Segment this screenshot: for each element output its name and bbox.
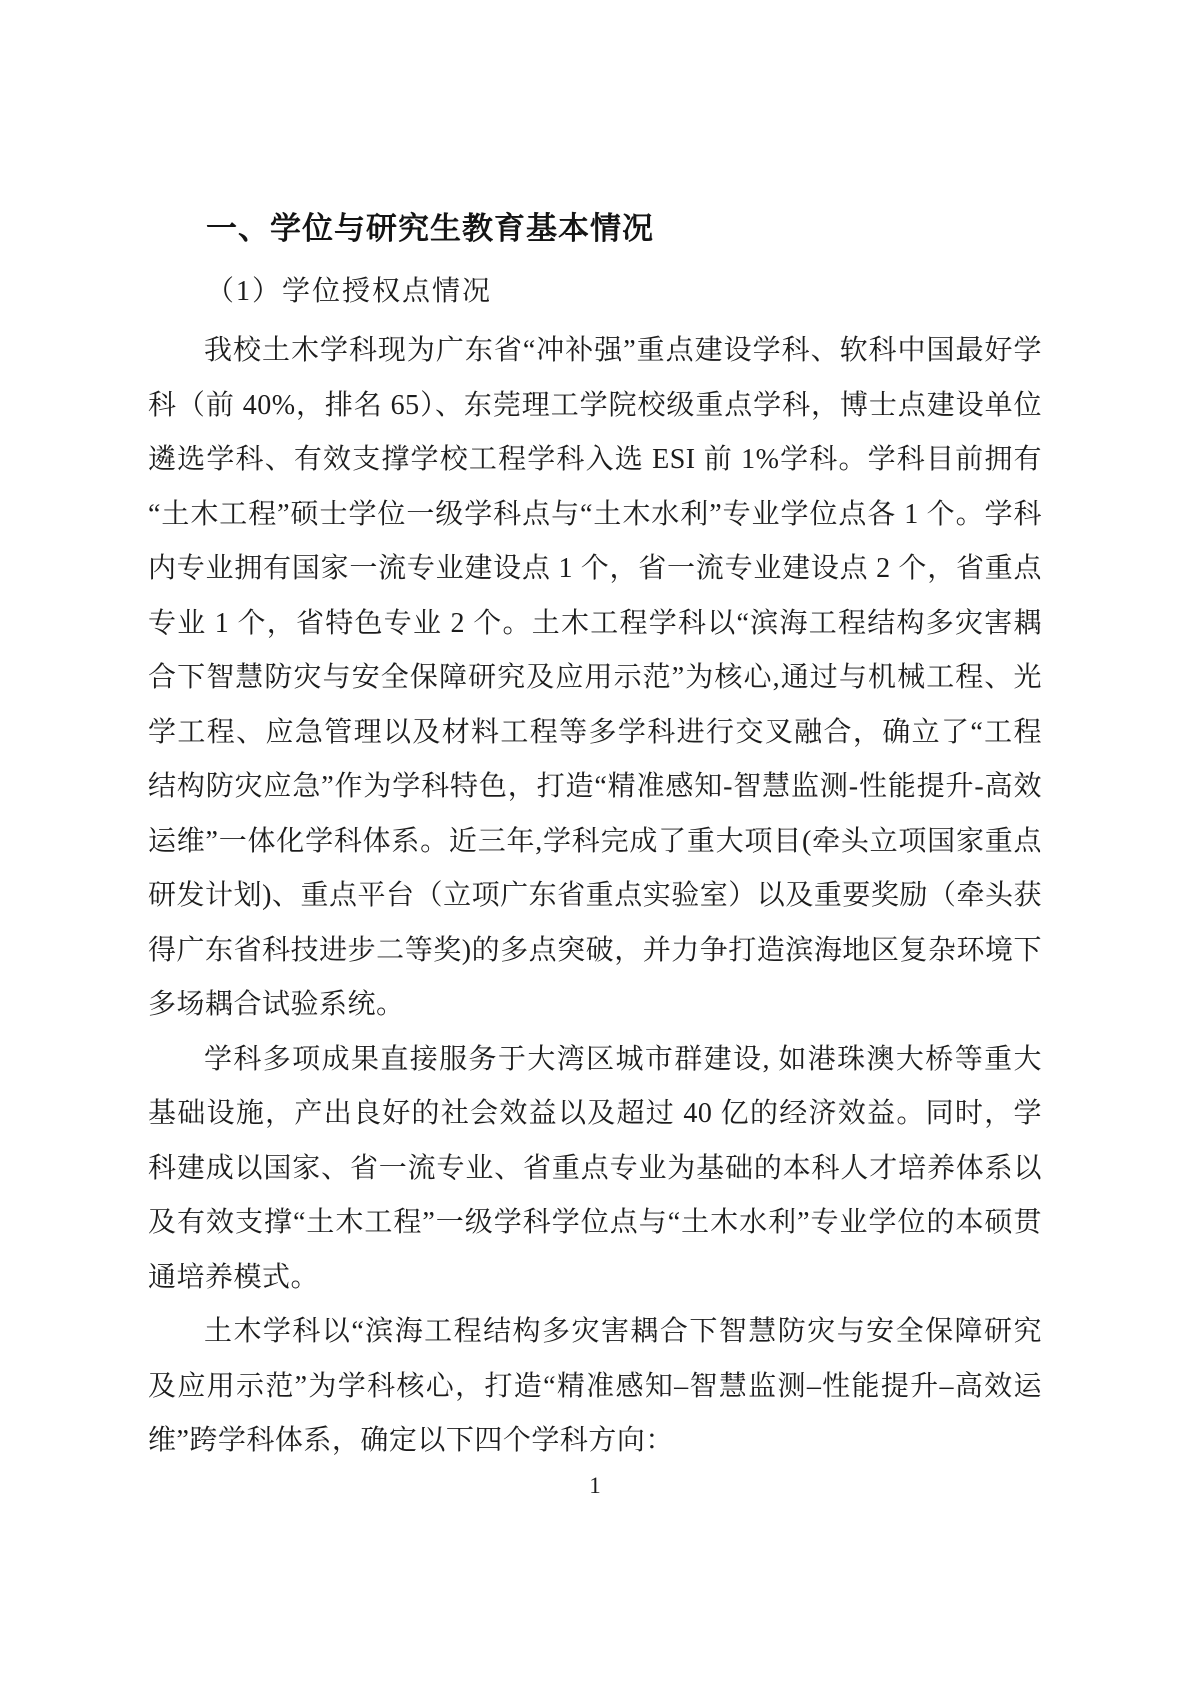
paragraph-discipline-directions: 土木学科以“滨海工程结构多灾害耦合下智慧防灾与安全保障研究及应用示范”为学科核心，打造“精准感知–智慧监测–性能提升–高效运维”跨学科体系，确定以下四个学科方向： — [148, 1316, 1042, 1456]
page-number: 1 — [589, 1472, 601, 1498]
section-heading: 一、学位与研究生教育基本情况 — [206, 211, 654, 246]
subsection-heading: （1）学位授权点情况 — [206, 276, 493, 307]
document-content — [148, 0, 1042, 1501]
paragraph-degree-authorization: 我校土木学科现为广东省“冲补强”重点建设学科、软科中国最好学科（前 40%，排名 65）、东莞理工学院校级重点学科，博士点建设单位遴选学科、有效支撑学校工程学科入选 ESI 前 1%学科。学科目前拥有“土木工程”硕士学位一级学科点与“土木水利”专业学位点各 1 个。学科内专业拥有国家一流专业建设点 1 个，省一流专业建设点 2 个，省重点专业 1 个，省特色专业 2 个。土木工程学科以“滨海工程结构多灾害耦合下智慧防灾与安全保障研究及应用示范”为核心,通过与机械工程、光学工程、应急管理以及材料工程等多学科进行交叉融合，确立了“工程结构防灾应急”作为学科特色，打造“精准感知-智慧监测-性能提升-高效运维”一体化学科体系。近三年,学科完成了重大项目(牵头立项国家重点研发计划)、重点平台（立项广东省重点实验室）以及重要奖励（牵头获得广东省科技进步二等奖)的多点突破，并力争打造滨海地区复杂环境下多场耦合试验系统。 — [148, 335, 1042, 1020]
paragraph-achievements: 学科多项成果直接服务于大湾区城市群建设, 如港珠澳大桥等重大基础设施，产出良好的社会效益以及超过 40 亿的经济效益。同时，学科建成以国家、省一流专业、省重点专业为基础的本科人才培养体系以及有效支撑“土木工程”一级学科学位点与“土木水利”专业学位的本硕贯通培养模式。 — [148, 1043, 1042, 1293]
